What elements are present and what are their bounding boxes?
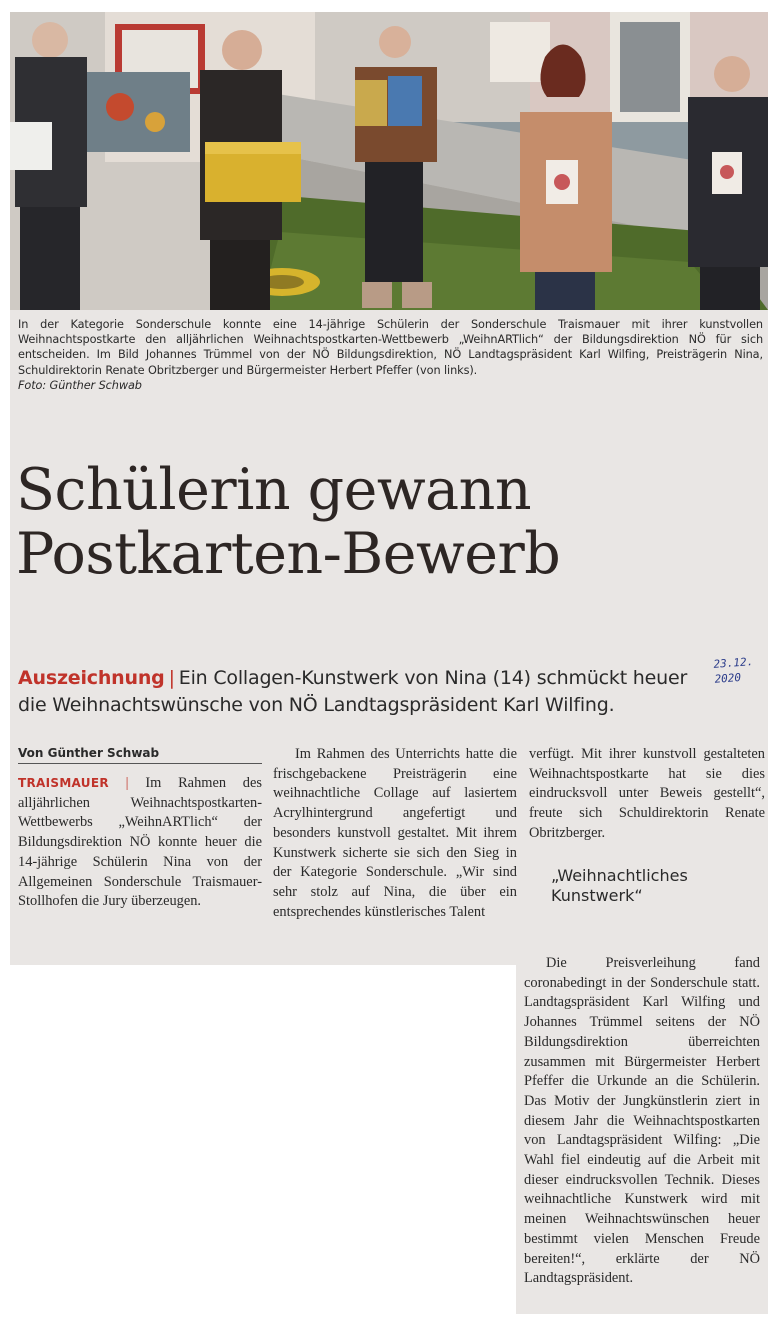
article-column-2 [273,745,517,922]
rubric-label: Auszeichnung [18,667,165,689]
handwritten-date-line-1: 23.12. [713,655,754,671]
caption-text: In der Kategorie Sonderschule konnte eine 14-jährige Schülerin der Sonderschule Traismauer mit ihrer kunstvollen Weihnachtspostkarte den alljährlichen Weihnachtspostkarten-Wettbewerb „WeihnARTlich“ der Bildungsdirektion NÖ für sich entscheiden. Im Bild Johannes Trümmel von der NÖ Bildungsdirektion, NÖ Landtagspräsident Karl Wilfing, Preisträgerin Nina, Schuldirektorin Renate Obritzberger und Bürgermeister Herbert Pfeffer (von links). [18,318,763,377]
photo-caption [18,317,763,393]
dateline: TRAISMAUER [18,776,109,790]
article-headline [16,458,766,586]
headline-line-1: Schülerin gewann [16,457,532,523]
article-subheading: „Weihnachtliches Kunstwerk“ [551,865,688,905]
article-column-1 [18,745,262,912]
column-2-text: Im Rahmen des Unterrichts hatte die frischgebackene Preisträgerin eine weihnachtliche Collage auf lasiertem Acrylhintergrund angefertigt und besonders kunstvoll gestaltet. Mit ihrem Kunstwerk sicherte sie sich den Sieg in der Kategorie Sonderschule. „Wir sind sehr stolz auf Nina, die über ein entsprechendes künstlerisches Talent [273,746,517,920]
article-column-3 [529,745,765,920]
newspaper-clipping-continuation [516,955,768,1314]
article-column-3-continued [524,954,760,1289]
article-subhead [18,665,698,719]
newspaper-clipping [10,12,768,965]
dateline-separator: | [125,775,129,791]
photo-credit: Foto: Günther Schwab [18,378,142,392]
column-1-paragraph [18,774,262,912]
article-photo [10,12,768,310]
photo-illustration [10,12,768,310]
column-3-text: verfügt. Mit ihrer kunstvoll gestalteten Weihnachtspostkarte hat sie dies eindrucksvoll unter Beweis gestellt“, freute sich Schuldirektorin Renate Obritzberger. [529,746,765,841]
column-1-text: Im Rahmen des alljährlichen Weihnachtspostkarten-Wettbewerbs „WeihnARTlich“ der Bildungsdirektion NÖ konnte heuer die 14-jährige Schülerin Nina von der Allgemeinen Sonderschule Traismauer-Stollhofen die Jury überzeugen. [18,775,262,910]
byline: Von Günther Schwab [18,745,262,764]
column-3-continued-text: Die Preisverleihung fand coronabedingt in der Sonderschule statt. Landtagspräsident Karl Wilfing und Johannes Trümmel seitens der NÖ Bildungsdirektion überreichten zusammen mit Bürgermeister Herbert Pfeffer die Urkunde an die Schülerin. Das Motiv der Jungkünstlerin ziert in diesem Jahr die Weihnachtspostkarten von Landtagspräsident Wilfing: „Die Wahl fiel eindeutig auf die Arbeit mit dieser eindrucksvollen Technik. Dieses weihnachtliche Kunstwerk wird mit meinen Weihnachtswünschen heuer bestimmt vielen Menschen Freude bereiten!“, erklärte der NÖ Landtagspräsident. [524,955,760,1287]
subhead-text: Ein Collagen-Kunstwerk von Nina (14) schmückt heuer die Weihnachtswünsche von NÖ Landtagspräsident Karl Wilfing. [18,667,688,716]
handwritten-date [713,653,767,687]
rubric-separator: | [168,667,175,689]
headline-line-2: Postkarten-Bewerb [16,521,561,587]
handwritten-date-line-2: 2020 [714,670,742,686]
